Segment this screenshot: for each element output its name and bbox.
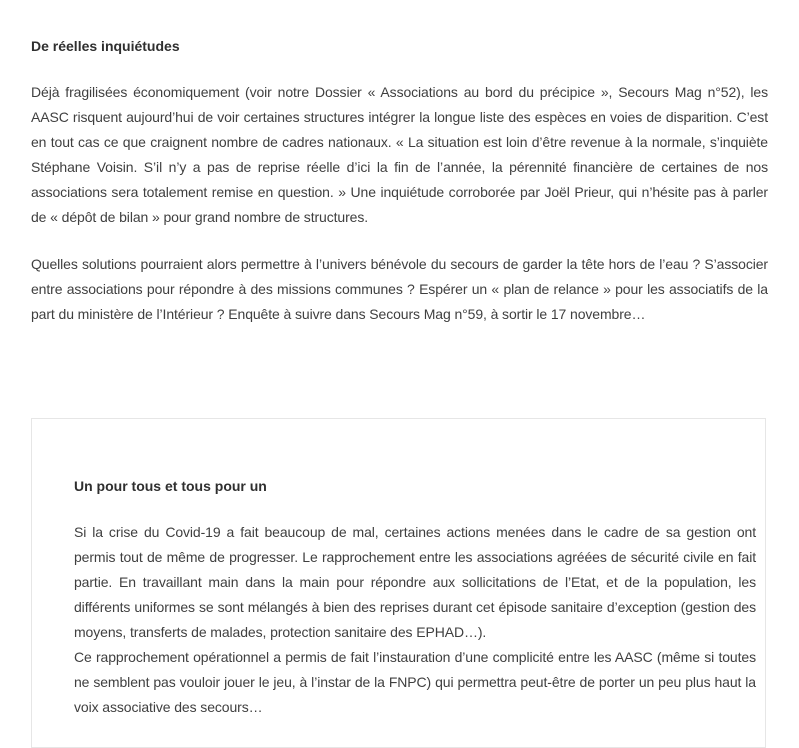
box-heading: Un pour tous et tous pour un xyxy=(74,478,267,494)
box-paragraph: Si la crise du Covid-19 a fait beaucoup de mal, certaines actions menées dans le cadre de sa gestion ont permis tout de même de progresser. Le rapprochement entre les associations agréées de sécurité civile en fait partie. En travaillant main dans la main pour répondre aux sollicitations de l’Etat, et de la population, les différents uniformes se sont mélangés à bien des reprises durant cet épisode sanitaire d’exception (gestion des moyens, transferts de malades, protection sanitaire des EPHAD…). xyxy=(74,524,756,640)
section-paragraph: Quelles solutions pourraient alors permettre à l’univers bénévole du secours de garder la tête hors de l’eau ? S’associer entre associations pour répondre à des missions communes ? Espérer un « plan de relance » pour les associatifs de la part du ministère de l’Intérieur ? Enquête à suivre dans Secours Mag n°59, à sortir le 17 novembre… xyxy=(31,256,768,322)
section-heading: De réelles inquiétudes xyxy=(31,38,180,54)
box-paragraph: Ce rapprochement opérationnel a permis de fait l’instauration d’une complicité entre les AASC (même si toutes ne semblent pas vouloir jouer le jeu, à l’instar de la FNPC) qui permettra peut-être de porter un peu plus haut la voix associative des secours… xyxy=(74,649,756,715)
section-paragraph: Déjà fragilisées économiquement (voir notre Dossier « Associations au bord du précipice », Secours Mag n°52), les AASC risquent aujourd’hui de voir certaines structures intégrer la longue liste des espèces en voies de disparition. C’est en tout cas ce que craignent nombre de cadres nationaux. « La situation est loin d’être revenue à la normale, s’inquiète Stéphane Voisin. S’il n’y a pas de reprise réelle d’ici la fin de l’année, la pérennité financière de certaines de nos associations sera totalement remise en question. » Une inquiétude corroborée par Joël Prieur, qui n’hésite pas à parler de « dépôt de bilan » pour grand nombre de structures. xyxy=(31,84,768,225)
inset-box xyxy=(31,418,766,748)
